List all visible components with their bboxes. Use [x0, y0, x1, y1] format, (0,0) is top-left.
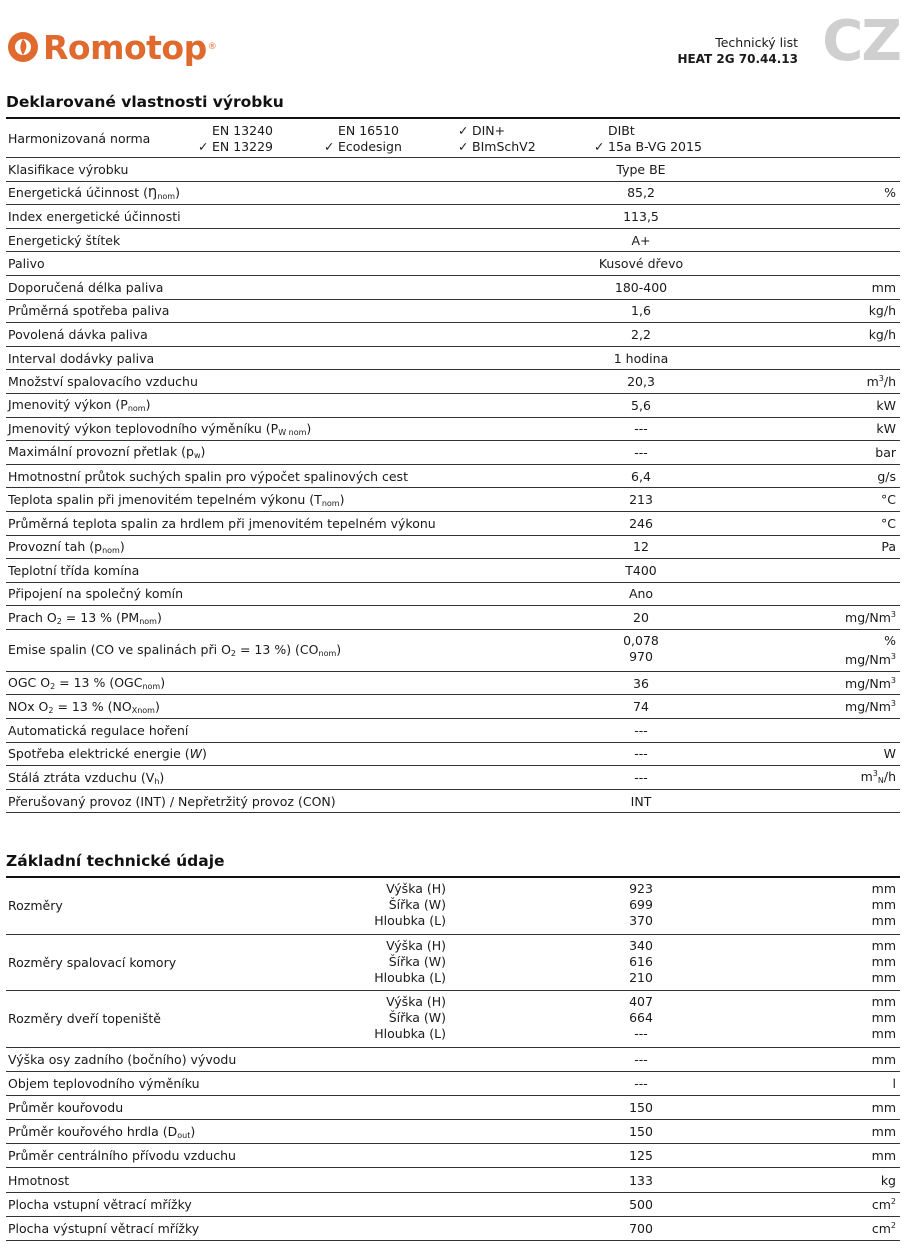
row-label: Množství spalovacího vzduchu: [8, 374, 198, 390]
declared-row-9: [6, 370, 900, 394]
row-unit: kg: [880, 1172, 896, 1188]
flame-logo-icon: [6, 30, 40, 64]
dimension-label: Rozměry spalovací komory: [8, 954, 177, 970]
row-label: Teplota spalin při jmenovitém tepelném výkonu $(T_{nom})$: [8, 491, 345, 508]
harmonized-label: Harmonizovaná norma: [8, 130, 151, 146]
dimension-label: Rozměry: [8, 898, 63, 914]
row-label: Klasifikace výrobku: [8, 161, 129, 177]
co-unit-mg: mg/Nm$^3$: [845, 651, 896, 668]
row-value: 1 hodina: [613, 350, 669, 366]
row-label: Stálá ztráta vzduchu $(V_h)$: [8, 769, 165, 786]
norm-en13229: EN 13229: [212, 139, 273, 154]
row-value: 180-400: [614, 279, 668, 295]
declared-row-3: [6, 229, 900, 253]
row-value: 700: [629, 1220, 653, 1236]
row-label: Interval dodávky paliva: [8, 350, 155, 366]
norm-bimschv2: BImSchV2: [472, 139, 536, 154]
row-unit: °C: [881, 492, 896, 508]
row-unit: bar: [875, 444, 896, 460]
row-unit: mg/Nm$^3$: [845, 699, 896, 715]
norm-dibt: DIBt: [608, 123, 635, 138]
co-units: [845, 633, 896, 668]
row-label: Průměrná teplota spalin za hrdlem při jmenovitém tepelném výkonu: [8, 515, 436, 531]
row-label: Průměr kouřového hrdla $(D_{out})$: [8, 1123, 196, 1140]
dimension-group-2: [6, 991, 900, 1048]
emission2-row-1: [6, 695, 900, 719]
harm-col-3: [458, 123, 536, 155]
row-label: Doporučená délka paliva: [8, 279, 164, 295]
norm-15a-bvg: 15a B-VG 2015: [608, 139, 702, 154]
row-label: Maximální provozní přetlak $(p_w)$: [8, 444, 206, 461]
row-value: 36: [633, 675, 649, 691]
brand-name: Romotop: [43, 27, 207, 67]
row-unit: °C: [881, 515, 896, 531]
basic-rows: [6, 1048, 900, 1242]
dimension-subs: Výška (H) Šířka (W) Hloubka (L): [374, 994, 446, 1041]
row-label: Hmotnost: [8, 1172, 70, 1188]
declared-row-12: [6, 441, 900, 465]
norm-din-plus: DIN+: [472, 123, 506, 138]
row-value: 1,6: [631, 303, 651, 319]
tail-row-3: [6, 790, 900, 814]
emission-row-0: [6, 606, 900, 630]
dimension-units: mm mm mm: [871, 937, 896, 985]
row-label: Výška osy zadního (bočního) vývodu: [8, 1051, 237, 1067]
row-value: Type BE: [616, 161, 666, 177]
co-unit-percent: %: [884, 632, 896, 648]
basic-row-1: [6, 1072, 900, 1096]
row-label: Průměr centrálního přívodu vzduchu: [8, 1148, 236, 1164]
tail-row-2: [6, 766, 900, 790]
row-value: 213: [629, 492, 653, 508]
row-unit: $cm^2$: [871, 1196, 896, 1212]
row-label: Jmenovitý výkon $(P_{nom})$: [8, 397, 151, 414]
row-value: 85,2: [627, 185, 655, 201]
co-values: [541, 633, 741, 665]
co-emission-row: [6, 630, 900, 672]
emission2-row-0: [6, 672, 900, 696]
declared-row-11: [6, 418, 900, 442]
dimension-values: 923 699 370: [629, 881, 653, 928]
declared-rows: [6, 158, 900, 606]
row-value: 20: [633, 610, 649, 626]
row-unit: mg/Nm$^3$: [845, 610, 896, 626]
declared-row-4: [6, 252, 900, 276]
norm-ecodesign: Ecodesign: [338, 139, 402, 154]
row-value: 150: [629, 1099, 653, 1115]
row-value: Kusové dřevo: [598, 256, 684, 272]
row-label: Průměrná spotřeba paliva: [8, 303, 170, 319]
dimension-subs: Výška (H) Šířka (W) Hloubka (L): [374, 881, 446, 928]
checkmark-icon: ✓: [198, 139, 209, 154]
row-value: ---: [634, 722, 648, 738]
tail-row-0: [6, 719, 900, 743]
dimension-values: 340 616 210: [629, 937, 653, 985]
row-label: Energetická účinnost $(Ŋ_{nom})$: [8, 184, 180, 201]
page-header: [0, 0, 912, 80]
row-label: Automatická regulace hoření: [8, 722, 189, 738]
row-unit: $m^3_N/h$: [860, 769, 896, 786]
row-value: 12: [633, 539, 649, 555]
declared-properties-table: [6, 117, 900, 813]
row-value: ---: [634, 1075, 648, 1091]
row-unit: mm: [871, 1124, 896, 1140]
row-unit: g/s: [877, 468, 896, 484]
declared-row-0: [6, 158, 900, 182]
dimension-units: mm mm mm: [871, 881, 896, 928]
row-unit: kW: [876, 421, 896, 437]
row-value: ---: [634, 770, 648, 786]
row-label: Palivo: [8, 256, 45, 272]
basic-row-0: [6, 1048, 900, 1072]
row-value: 246: [629, 515, 653, 531]
row-unit: kg/h: [868, 303, 896, 319]
co-label: Emise spalin (CO ve spalinách při $O_2 = 13$ %) $(CO_{nom})$: [8, 642, 342, 659]
row-value: ---: [634, 746, 648, 762]
checkmark-icon: ✓: [458, 139, 469, 154]
declared-row-6: [6, 300, 900, 324]
row-label: Objem teplovodního výměníku: [8, 1075, 200, 1091]
basic-row-7: [6, 1217, 900, 1241]
dimension-group-0: [6, 878, 900, 935]
row-label: Plocha vstupní větrací mřížky: [8, 1196, 192, 1212]
dimension-label: Rozměry dveří topeniště: [8, 1011, 161, 1027]
basic-section-title: Základní technické údaje: [6, 852, 225, 870]
declared-row-18: [6, 583, 900, 607]
row-unit: %: [884, 185, 896, 201]
declared-row-1: [6, 182, 900, 206]
row-value: INT: [630, 793, 652, 809]
row-value: Ano: [628, 586, 654, 602]
dimension-subs: Výška (H) Šířka (W) Hloubka (L): [374, 937, 446, 985]
declared-row-14: [6, 488, 900, 512]
row-label: Jmenovitý výkon teplovodního výměníku $(P_{W nom})$: [8, 420, 312, 437]
row-label: Plocha výstupní větrací mřížky: [8, 1220, 200, 1236]
checkmark-icon: ✓: [458, 123, 469, 138]
row-unit: Pa: [881, 539, 896, 555]
co-value-percent: 0,078: [623, 632, 659, 648]
row-label: Index energetické účinnosti: [8, 208, 181, 224]
tail-rows: [6, 719, 900, 813]
emission-rows-2: [6, 672, 900, 719]
harm-col-1: [198, 123, 273, 155]
row-value: 113,5: [623, 208, 659, 224]
harm-col-4: [594, 123, 702, 155]
row-unit: mm: [871, 1148, 896, 1164]
row-value: 20,3: [627, 374, 655, 390]
declared-section-title: Deklarované vlastnosti výrobku: [6, 93, 284, 111]
norm-en16510: EN 16510: [338, 123, 399, 138]
declared-row-13: [6, 465, 900, 489]
harm-col-2: [324, 123, 402, 155]
basic-row-4: [6, 1144, 900, 1168]
basic-row-6: [6, 1193, 900, 1217]
declared-row-2: [6, 205, 900, 229]
country-code: CZ: [822, 9, 900, 74]
row-unit: mm: [871, 279, 896, 295]
row-unit: mm: [871, 1051, 896, 1067]
dimension-group-1: [6, 935, 900, 992]
row-unit: $cm^2$: [871, 1220, 896, 1236]
row-label: Prach $O_2 = 13$ % $(PM_{nom})$: [8, 609, 162, 626]
doc-type: Technický list: [715, 35, 798, 50]
row-unit: W: [883, 746, 896, 762]
emission-rows: [6, 606, 900, 630]
product-code: HEAT 2G 70.44.13: [677, 52, 798, 66]
basic-row-3: [6, 1120, 900, 1144]
co-value-mg: 970: [629, 648, 653, 664]
declared-row-15: [6, 512, 900, 536]
row-unit: l: [892, 1075, 896, 1091]
declared-row-8: [6, 347, 900, 371]
row-value: 133: [629, 1172, 653, 1188]
row-value: 150: [629, 1124, 653, 1140]
norm-en13240: EN 13240: [212, 123, 273, 138]
row-unit: mm: [871, 1099, 896, 1115]
checkmark-icon: ✓: [324, 139, 335, 154]
declared-row-10: [6, 394, 900, 418]
romotop-logo: [6, 27, 217, 67]
row-label: Spotřeba elektrické energie (W): [8, 746, 207, 762]
harmonized-norm-row: [6, 119, 900, 158]
row-label: Přerušovaný provoz (INT) / Nepřetržitý provoz (CON): [8, 793, 336, 809]
row-label: Průměr kouřovodu: [8, 1099, 124, 1115]
row-value: ---: [634, 421, 648, 437]
row-unit: kW: [876, 397, 896, 413]
basic-row-2: [6, 1096, 900, 1120]
row-label: OGC $O_2 = 13$ % $(OGC_{nom})$: [8, 675, 166, 692]
dimension-groups: [6, 878, 900, 1048]
row-value: 6,4: [631, 468, 651, 484]
tail-row-1: [6, 743, 900, 767]
row-unit: kg/h: [868, 326, 896, 342]
row-label: Hmotnostní průtok suchých spalin pro výpočet spalinových cest: [8, 468, 408, 484]
document-info: [677, 34, 798, 68]
row-label: Připojení na společný komín: [8, 586, 184, 602]
basic-row-5: [6, 1168, 900, 1192]
row-value: 125: [629, 1148, 653, 1164]
checkmark-icon: ✓: [594, 139, 605, 154]
row-label: Povolená dávka paliva: [8, 326, 148, 342]
declared-row-5: [6, 276, 900, 300]
declared-row-7: [6, 323, 900, 347]
row-label: NOx $O_2 = 13$ % $(NO_{Xnom})$: [8, 698, 160, 715]
registered-mark: ®: [207, 42, 217, 52]
row-value: T400: [625, 562, 657, 578]
basic-technical-table: [6, 876, 900, 1241]
row-value: ---: [634, 444, 648, 460]
row-value: 74: [633, 699, 649, 715]
row-label: Teplotní třída komína: [8, 562, 140, 578]
row-value: A+: [631, 232, 651, 248]
row-unit: mg/Nm$^3$: [845, 675, 896, 691]
row-label: Energetický štítek: [8, 232, 121, 248]
dimension-units: mm mm mm: [871, 994, 896, 1041]
declared-row-16: [6, 536, 900, 560]
row-value: 2,2: [631, 326, 651, 342]
row-label: Provozní tah $(p_{nom})$: [8, 538, 125, 555]
dimension-values: 407 664 ---: [629, 994, 653, 1041]
row-value: 500: [629, 1196, 653, 1212]
row-value: ---: [634, 1051, 648, 1067]
declared-row-17: [6, 559, 900, 583]
row-value: 5,6: [631, 397, 651, 413]
row-unit: $m^3/h$: [866, 374, 896, 390]
